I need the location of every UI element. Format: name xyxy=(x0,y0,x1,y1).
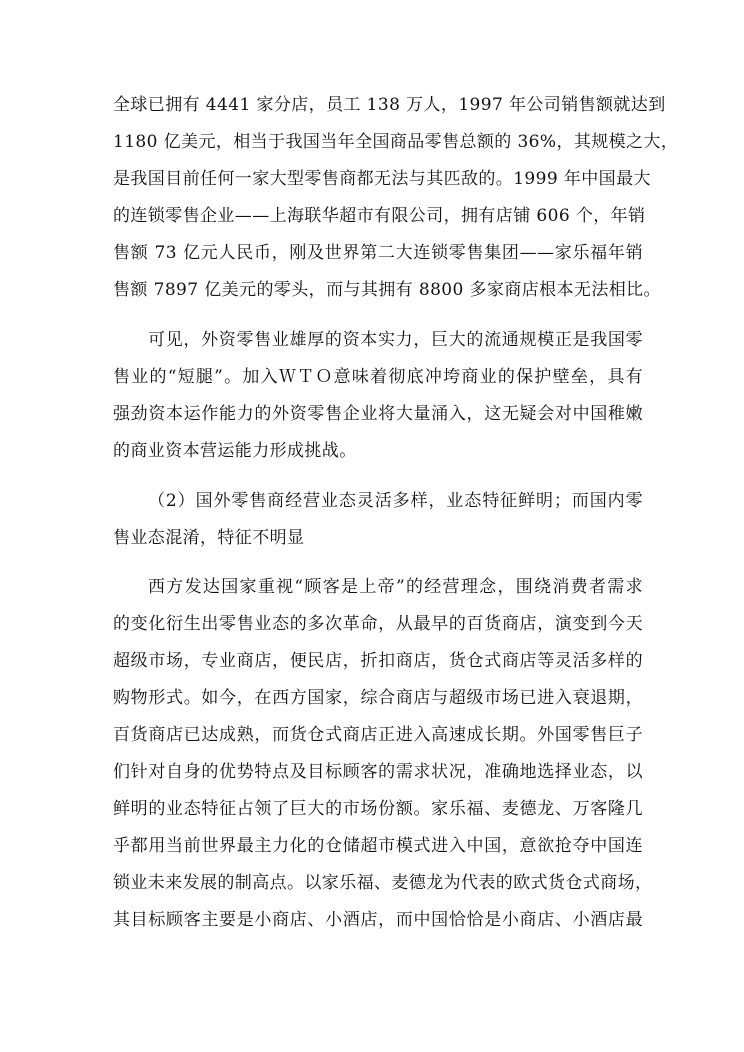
paragraph-line: 可见，外资零售业雄厚的资本实力，巨大的流通规模正是我国零 xyxy=(148,330,643,350)
paragraph-line: 的连锁零售企业——上海联华超市有限公司，拥有店铺 606 个，年销 xyxy=(113,206,646,226)
paragraph-line: 1180 亿美元，相当于我国当年全国商品零售总额的 36%，其规模之大， xyxy=(113,132,679,152)
paragraph-line: 是我国目前任何一家大型零售商都无法与其匹敌的。1999 年中国最大 xyxy=(113,169,651,189)
paragraph-line: 超级市场，专业商店，便民店，折扣商店，货仓式商店等灵活多样的 xyxy=(113,651,643,671)
paragraph-line: 全球已拥有 4441 家分店，员工 138 万人，1997 年公司销售额就达到 xyxy=(113,95,666,115)
paragraph-line: 鲜明的业态特征占领了巨大的市场份额。家乐福、麦德龙、万客隆几 xyxy=(113,799,643,819)
paragraph-line: 售业的“短腿”。加入ＷＴＯ意味着彻底冲垮商业的保护壁垒，具有 xyxy=(113,367,643,387)
paragraph-line: 的变化衍生出零售业态的多次革命，从最早的百货商店，演变到今天 xyxy=(113,614,643,634)
paragraph-line: 售额 73 亿元人民币，刚及世界第二大连锁零售集团——家乐福年销 xyxy=(113,243,643,263)
paragraph-line: 售额 7897 亿美元的零头，而与其拥有 8800 多家商店根本无法相比。 xyxy=(113,280,661,300)
paragraph-line: 锁业未来发展的制高点。以家乐福、麦德龙为代表的欧式货仓式商场， xyxy=(113,873,653,893)
paragraph-line: 西方发达国家重视“顾客是上帝”的经营理念，围绕消费者需求 xyxy=(148,577,643,597)
paragraph-line: 购物形式。如今，在西方国家，综合商店与超级市场已进入衰退期， xyxy=(113,688,643,708)
section-heading-line: 售业态混淆，特征不明显 xyxy=(113,528,305,548)
section-heading-line: （2）国外零售商经营业态灵活多样，业态特征鲜明；而国内零 xyxy=(148,491,643,511)
paragraph-line: 其目标顾客主要是小商店、小酒店，而中国恰恰是小商店、小酒店最 xyxy=(113,910,643,930)
paragraph-line: 乎都用当前世界最主力化的仓储超市模式进入中国，意欲抢夺中国连 xyxy=(113,836,643,856)
paragraph-line: 的商业资本营运能力形成挑战。 xyxy=(113,441,357,461)
paragraph-line: 们针对自身的优势特点及目标顾客的需求状况，准确地选择业态，以 xyxy=(113,762,643,782)
paragraph-line: 强劲资本运作能力的外资零售企业将大量涌入，这无疑会对中国稚嫩 xyxy=(113,404,643,424)
paragraph-line: 百货商店已达成熟，而货仓式商店正进入高速成长期。外国零售巨子 xyxy=(113,725,643,745)
